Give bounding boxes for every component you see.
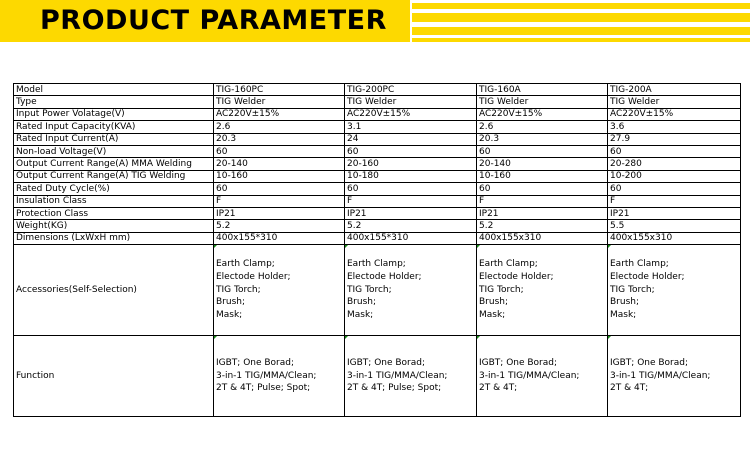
accessory-item: Earth Clamp; (610, 259, 669, 270)
accessory-item: Mask; (479, 310, 506, 321)
accessory-item: Earth Clamp; (347, 259, 406, 270)
cell-value: AC220V±15% (214, 108, 345, 120)
table-row (14, 220, 741, 232)
table-row (14, 158, 741, 170)
cell-value: F (608, 195, 741, 207)
cell-value: 5.2 (214, 220, 345, 232)
table-row (14, 183, 741, 195)
function-label: Function (14, 336, 214, 417)
function-cell (214, 336, 345, 417)
row-label: Model (14, 84, 214, 96)
accessory-item: Electode Holder; (216, 271, 291, 282)
accessories-label: Accessories(Self-Selection) (14, 245, 214, 336)
function-cell (477, 336, 608, 417)
cell-value: 10-180 (345, 170, 477, 182)
header-banner (0, 0, 750, 46)
accessories-cell (214, 245, 345, 336)
page-title: PRODUCT PARAMETER (40, 5, 387, 36)
decor-stripe (412, 3, 750, 9)
accessory-item: Brush; (347, 297, 377, 308)
accessory-item: Earth Clamp; (479, 259, 538, 270)
cell-value: 2.6 (477, 121, 608, 133)
cell-value: 27.9 (608, 133, 741, 145)
cell-value: 2.6 (214, 121, 345, 133)
accessories-cell (345, 245, 477, 336)
accessory-item: TIG Torch; (347, 284, 392, 295)
cell-value: 20-140 (477, 158, 608, 170)
cell-value: TIG Welder (214, 96, 345, 108)
accessory-item: Brush; (216, 297, 246, 308)
accessories-cell (608, 245, 741, 336)
cell-value: TIG Welder (608, 96, 741, 108)
cell-value: 60 (214, 145, 345, 157)
decor-stripe (412, 38, 750, 42)
function-line: 2T & 4T; Pulse; Spot; (347, 383, 442, 394)
accessory-item: Electode Holder; (479, 271, 554, 282)
row-label: Insulation Class (14, 195, 214, 207)
product-parameter-table (13, 83, 741, 417)
accessories-row (14, 245, 741, 336)
row-label: Non-load Voltage(V) (14, 145, 214, 157)
function-line: IGBT; One Borad; (347, 357, 426, 368)
cell-value: 20.3 (214, 133, 345, 145)
cell-value: F (214, 195, 345, 207)
cell-value: 5.2 (477, 220, 608, 232)
cell-value: TIG Welder (345, 96, 477, 108)
cell-value: 60 (477, 145, 608, 157)
table-row (14, 170, 741, 182)
row-label: Input Power Volatage(V) (14, 108, 214, 120)
cell-value: 10-200 (608, 170, 741, 182)
cell-value: TIG-160PC (214, 84, 345, 96)
accessory-item: Mask; (610, 310, 637, 321)
cell-value: 24 (345, 133, 477, 145)
table-row (14, 84, 741, 96)
table-row (14, 108, 741, 120)
cell-value: 60 (345, 183, 477, 195)
row-label: Rated Input Capacity(KVA) (14, 121, 214, 133)
cell-value: 5.2 (345, 220, 477, 232)
cell-value: TIG-200A (608, 84, 741, 96)
cell-value: 3.1 (345, 121, 477, 133)
cell-value: 20-160 (345, 158, 477, 170)
accessory-item: Brush; (610, 297, 640, 308)
cell-value: TIG-160A (477, 84, 608, 96)
cell-value: TIG-200PC (345, 84, 477, 96)
accessory-item: TIG Torch; (610, 284, 655, 295)
table-row (14, 96, 741, 108)
decor-stripe (412, 27, 750, 35)
function-line: 3-in-1 TIG/MMA/Clean; (610, 370, 711, 381)
cell-value: 20-140 (214, 158, 345, 170)
cell-value: AC220V±15% (345, 108, 477, 120)
cell-value: 60 (608, 145, 741, 157)
cell-value: 3.6 (608, 121, 741, 133)
cell-value: IP21 (345, 207, 477, 219)
table-body (14, 84, 741, 417)
function-row (14, 336, 741, 417)
cell-value: TIG Welder (477, 96, 608, 108)
function-line: 3-in-1 TIG/MMA/Clean; (479, 370, 580, 381)
accessory-item: Earth Clamp; (216, 259, 275, 270)
row-label: Rated Duty Cycle(%) (14, 183, 214, 195)
row-label: Dimensions (LxWxH mm) (14, 232, 214, 244)
row-label: Type (14, 96, 214, 108)
function-line: 2T & 4T; Pulse; Spot; (216, 383, 311, 394)
cell-value: 400x155x310 (608, 232, 741, 244)
function-line: IGBT; One Borad; (216, 357, 295, 368)
cell-value: 400x155*310 (345, 232, 477, 244)
function-line: 2T & 4T; (479, 383, 518, 394)
row-label: Rated Input Current(A) (14, 133, 214, 145)
cell-value: IP21 (608, 207, 741, 219)
accessory-item: Mask; (216, 310, 243, 321)
function-line: IGBT; One Borad; (479, 357, 558, 368)
row-label: Weight(KG) (14, 220, 214, 232)
cell-value: 10-160 (477, 170, 608, 182)
accessory-item: Mask; (347, 310, 374, 321)
table-row (14, 207, 741, 219)
cell-value: 400x155x310 (477, 232, 608, 244)
accessory-item: Brush; (479, 297, 509, 308)
cell-value: 20.3 (477, 133, 608, 145)
row-label: Output Current Range(A) TIG Welding (14, 170, 214, 182)
cell-value: F (345, 195, 477, 207)
function-line: IGBT; One Borad; (610, 357, 689, 368)
table-row (14, 232, 741, 244)
cell-value: 20-280 (608, 158, 741, 170)
cell-value: AC220V±15% (477, 108, 608, 120)
accessory-item: TIG Torch; (479, 284, 524, 295)
accessory-item: Electode Holder; (347, 271, 422, 282)
table-row (14, 121, 741, 133)
cell-value: 400x155*310 (214, 232, 345, 244)
accessory-item: Electode Holder; (610, 271, 685, 282)
table-row (14, 133, 741, 145)
function-line: 3-in-1 TIG/MMA/Clean; (347, 370, 448, 381)
accessories-cell (477, 245, 608, 336)
cell-value: IP21 (214, 207, 345, 219)
decor-stripe (412, 13, 750, 22)
cell-value: AC220V±15% (608, 108, 741, 120)
function-line: 2T & 4T; (610, 383, 649, 394)
cell-value: 60 (345, 145, 477, 157)
table-row (14, 195, 741, 207)
table-row (14, 145, 741, 157)
cell-value: 10-160 (214, 170, 345, 182)
cell-value: 5.5 (608, 220, 741, 232)
cell-value: IP21 (477, 207, 608, 219)
cell-value: 60 (214, 183, 345, 195)
row-label: Output Current Range(A) MMA Welding (14, 158, 214, 170)
function-cell (608, 336, 741, 417)
cell-value: 60 (477, 183, 608, 195)
cell-value: 60 (608, 183, 741, 195)
accessory-item: TIG Torch; (216, 284, 261, 295)
function-cell (345, 336, 477, 417)
row-label: Protection Class (14, 207, 214, 219)
cell-value: F (477, 195, 608, 207)
function-line: 3-in-1 TIG/MMA/Clean; (216, 370, 317, 381)
